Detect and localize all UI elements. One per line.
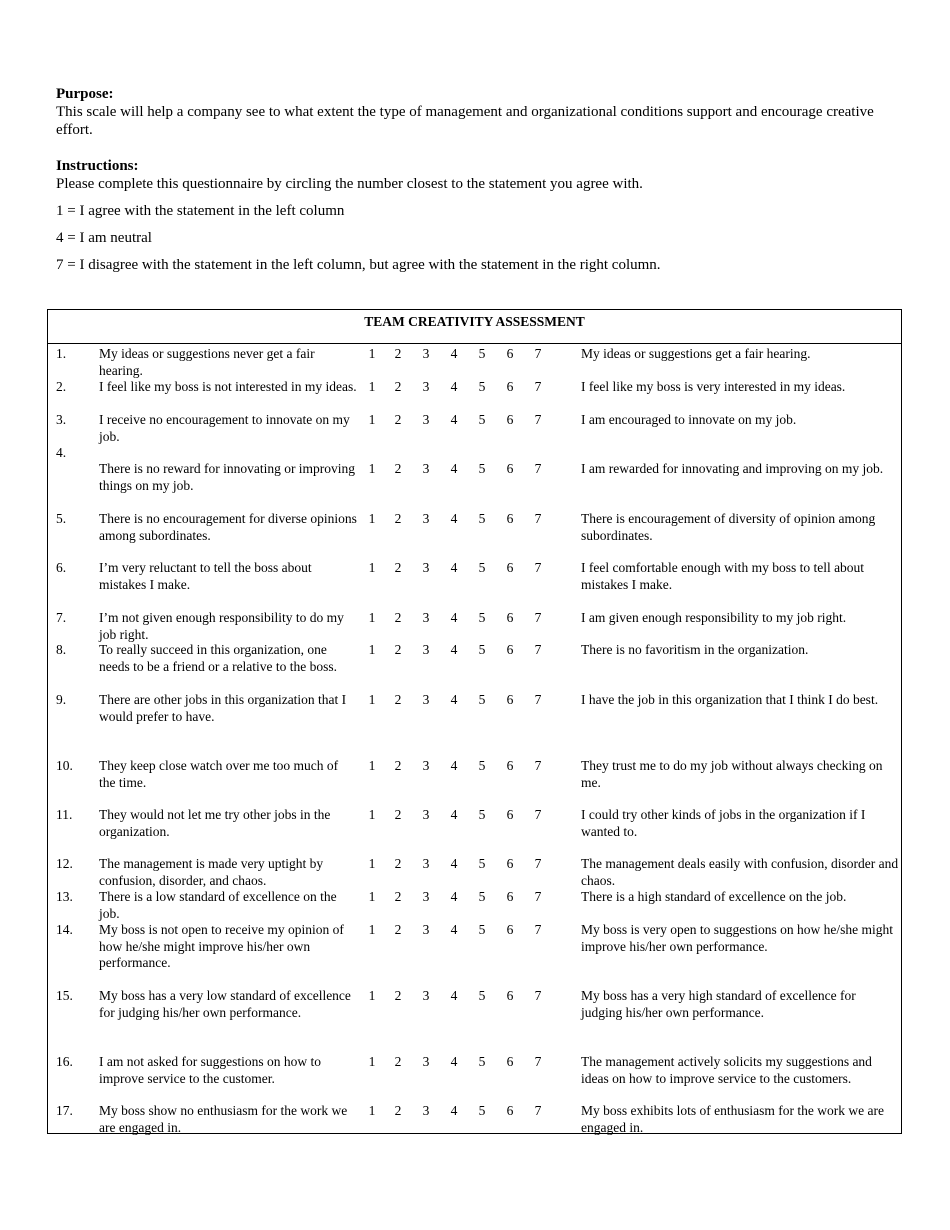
rating-option-7[interactable]: 7 [534,560,542,575]
rating-option-5[interactable]: 5 [478,610,486,625]
rating-option-6[interactable]: 6 [506,560,514,575]
rating-option-1[interactable]: 1 [368,807,376,822]
left-statement: There is a low standard of excellence on the job. [99,889,337,921]
rating-option-3[interactable]: 3 [422,889,430,904]
item-number: 3. [56,412,67,427]
right-statement: There is encouragement of diversity of opinion among subordinates. [581,511,876,543]
item-number: 7. [56,610,67,625]
rating-option-6[interactable]: 6 [506,922,514,937]
right-statement: The management actively solicits my suggestions and ideas on how to improve service to the customers. [581,1054,872,1086]
rating-option-1[interactable]: 1 [368,511,376,526]
rating-option-4[interactable]: 4 [450,610,458,625]
rating-option-1[interactable]: 1 [368,856,376,871]
rating-option-7[interactable]: 7 [534,758,542,773]
item-number: 8. [56,642,67,657]
rating-option-6[interactable]: 6 [506,379,514,394]
rating-option-7[interactable]: 7 [534,889,542,904]
rating-option-7[interactable]: 7 [534,807,542,822]
rating-option-1[interactable]: 1 [368,610,376,625]
left-statement: I feel like my boss is not interested in my ideas. [99,379,357,394]
rating-option-1[interactable]: 1 [368,889,376,904]
rating-option-1[interactable]: 1 [368,1103,376,1118]
rating-option-3[interactable]: 3 [422,412,430,427]
rating-option-1[interactable]: 1 [368,758,376,773]
rating-option-7[interactable]: 7 [534,1054,542,1069]
rating-option-2[interactable]: 2 [394,560,402,575]
rating-option-6[interactable]: 6 [506,642,514,657]
rating-option-5[interactable]: 5 [478,922,486,937]
rating-option-6[interactable]: 6 [506,610,514,625]
rating-option-7[interactable]: 7 [534,692,542,707]
right-statement: They trust me to do my job without always checking on me. [581,758,883,790]
left-statement: The management is made very uptight by confusion, disorder, and chaos. [99,856,324,888]
rating-option-3[interactable]: 3 [422,461,430,476]
rating-option-2[interactable]: 2 [394,610,402,625]
rating-option-2[interactable]: 2 [394,412,402,427]
item-number: 11. [56,807,73,822]
rating-option-6[interactable]: 6 [506,758,514,773]
item-number: 9. [56,692,67,707]
instructions-text: Please complete this questionnaire by circling the number closest to the statement you agree with. [56,176,643,192]
rating-option-6[interactable]: 6 [506,856,514,871]
rating-option-6[interactable]: 6 [506,461,514,476]
rating-option-2[interactable]: 2 [394,642,402,657]
left-statement: My boss is not open to receive my opinion of how he/she might improve his/her own performance. [99,922,344,970]
rating-option-3[interactable]: 3 [422,511,430,526]
rating-option-1[interactable]: 1 [368,922,376,937]
right-statement: I have the job in this organization that I think I do best. [581,692,879,707]
rating-option-7[interactable]: 7 [534,346,542,361]
instructions-heading: Instructions: [56,158,139,174]
left-statement: I’m not given enough responsibility to do my job right. [99,610,344,642]
rating-option-2[interactable]: 2 [394,511,402,526]
left-statement: They keep close watch over me too much of the time. [99,758,339,790]
right-statement: I feel like my boss is very interested in my ideas. [581,379,846,394]
left-statement: There is no reward for innovating or improving things on my job. [99,461,356,493]
right-statement: My boss exhibits lots of enthusiasm for the work we are engaged in. [581,1103,884,1135]
rating-option-4[interactable]: 4 [450,758,458,773]
rating-option-4[interactable]: 4 [450,856,458,871]
rating-option-5[interactable]: 5 [478,511,486,526]
rating-option-5[interactable]: 5 [478,1054,486,1069]
rating-option-7[interactable]: 7 [534,856,542,871]
rating-option-4[interactable]: 4 [450,642,458,657]
rating-option-5[interactable]: 5 [478,461,486,476]
rating-option-3[interactable]: 3 [422,379,430,394]
rating-option-5[interactable]: 5 [478,560,486,575]
left-statement: To really succeed in this organization, one needs to be a friend or a relative to the boss. [99,642,338,674]
rating-option-7[interactable]: 7 [534,461,542,476]
right-statement: There is no favoritism in the organization. [581,642,809,657]
rating-option-3[interactable]: 3 [422,560,430,575]
rating-option-3[interactable]: 3 [422,346,430,361]
right-statement: I feel comfortable enough with my boss to tell about mistakes I make. [581,560,865,592]
right-statement: I am given enough responsibility to my job right. [581,610,847,625]
purpose-text: This scale will help a company see to what extent the type of management and organizational conditions support and encourage creative effort. [56,104,874,138]
rating-option-6[interactable]: 6 [506,346,514,361]
left-statement: My ideas or suggestions never get a fair hearing. [99,346,315,378]
scale-legend-4: 4 = I am neutral [56,230,152,246]
item-number: 12. [56,856,73,871]
rating-option-5[interactable]: 5 [478,346,486,361]
rating-option-6[interactable]: 6 [506,511,514,526]
rating-option-5[interactable]: 5 [478,692,486,707]
item-number: 13. [56,889,73,904]
rating-option-3[interactable]: 3 [422,758,430,773]
rating-option-1[interactable]: 1 [368,560,376,575]
right-statement: I am encouraged to innovate on my job. [581,412,797,427]
left-statement: I’m very reluctant to tell the boss about mistakes I make. [99,560,312,592]
rating-option-5[interactable]: 5 [478,379,486,394]
rating-option-2[interactable]: 2 [394,461,402,476]
rating-option-1[interactable]: 1 [368,988,376,1003]
rating-option-1[interactable]: 1 [368,1054,376,1069]
left-statement: My boss has a very low standard of excellence for judging his/her own performance. [99,988,351,1020]
rating-option-4[interactable]: 4 [450,922,458,937]
rating-option-7[interactable]: 7 [534,988,542,1003]
item-number: 16. [56,1054,73,1069]
rating-option-6[interactable]: 6 [506,1054,514,1069]
rating-option-1[interactable]: 1 [368,642,376,657]
rating-option-2[interactable]: 2 [394,379,402,394]
rating-option-1[interactable]: 1 [368,412,376,427]
rating-option-4[interactable]: 4 [450,461,458,476]
rating-option-5[interactable]: 5 [478,988,486,1003]
rating-option-2[interactable]: 2 [394,1103,402,1118]
rating-option-4[interactable]: 4 [450,511,458,526]
rating-option-4[interactable]: 4 [450,889,458,904]
rating-option-1[interactable]: 1 [368,692,376,707]
rating-option-7[interactable]: 7 [534,1103,542,1118]
left-statement: There are other jobs in this organization that I would prefer to have. [99,692,347,724]
rating-option-4[interactable]: 4 [450,1103,458,1118]
rating-option-6[interactable]: 6 [506,692,514,707]
rating-option-7[interactable]: 7 [534,610,542,625]
right-statement: My boss has a very high standard of excellence for judging his/her own performance. [581,988,856,1020]
right-statement: My boss is very open to suggestions on how he/she might improve his/her own performance. [581,922,893,954]
left-statement: They would not let me try other jobs in the organization. [99,807,331,839]
rating-option-5[interactable]: 5 [478,1103,486,1118]
item-number: 15. [56,988,73,1003]
item-number: 14. [56,922,73,937]
intro-section [56,85,906,274]
rating-option-5[interactable]: 5 [478,889,486,904]
right-statement: There is a high standard of excellence on the job. [581,889,847,904]
item-number: 5. [56,511,67,526]
assessment-table [47,309,902,1134]
rating-option-2[interactable]: 2 [394,346,402,361]
rating-option-2[interactable]: 2 [394,856,402,871]
scale-legend-7: 7 = I disagree with the statement in the left column, but agree with the statement in the right column. [56,257,661,273]
rating-option-2[interactable]: 2 [394,758,402,773]
right-statement: My ideas or suggestions get a fair hearing. [581,346,811,361]
rating-option-7[interactable]: 7 [534,412,542,427]
rating-option-4[interactable]: 4 [450,412,458,427]
table-title: TEAM CREATIVITY ASSESSMENT [48,310,901,344]
scale-legend-1: 1 = I agree with the statement in the left column [56,203,345,219]
rating-option-4[interactable]: 4 [450,807,458,822]
right-statement: I could try other kinds of jobs in the organization if I wanted to. [581,807,866,839]
rating-option-2[interactable]: 2 [394,889,402,904]
rating-option-3[interactable]: 3 [422,988,430,1003]
rating-option-1[interactable]: 1 [368,461,376,476]
rating-option-7[interactable]: 7 [534,642,542,657]
left-statement: My boss show no enthusiasm for the work we are engaged in. [99,1103,348,1135]
rating-option-2[interactable]: 2 [394,988,402,1003]
purpose-heading: Purpose: [56,86,114,102]
rating-option-4[interactable]: 4 [450,692,458,707]
rating-option-5[interactable]: 5 [478,412,486,427]
rating-option-3[interactable]: 3 [422,1103,430,1118]
rating-option-4[interactable]: 4 [450,560,458,575]
rating-option-2[interactable]: 2 [394,807,402,822]
rating-option-3[interactable]: 3 [422,642,430,657]
rating-option-3[interactable]: 3 [422,610,430,625]
rating-option-2[interactable]: 2 [394,692,402,707]
item-number: 6. [56,560,67,575]
rating-option-4[interactable]: 4 [450,346,458,361]
item-number: 1. [56,346,67,361]
rating-option-7[interactable]: 7 [534,511,542,526]
item-number: 4. [56,445,67,460]
item-number: 10. [56,758,73,773]
rating-option-1[interactable]: 1 [368,379,376,394]
left-statement: I receive no encouragement to innovate on my job. [99,412,350,444]
rating-option-6[interactable]: 6 [506,412,514,427]
rating-option-7[interactable]: 7 [534,922,542,937]
rating-option-7[interactable]: 7 [534,379,542,394]
right-statement: I am rewarded for innovating and improving on my job. [581,461,884,476]
rating-option-6[interactable]: 6 [506,807,514,822]
left-statement: There is no encouragement for diverse opinions among subordinates. [99,511,357,543]
rating-option-5[interactable]: 5 [478,807,486,822]
rating-option-6[interactable]: 6 [506,889,514,904]
rating-option-4[interactable]: 4 [450,988,458,1003]
rating-option-5[interactable]: 5 [478,758,486,773]
rating-option-1[interactable]: 1 [368,346,376,361]
rating-option-3[interactable]: 3 [422,807,430,822]
rating-option-3[interactable]: 3 [422,692,430,707]
rating-option-2[interactable]: 2 [394,922,402,937]
rating-option-6[interactable]: 6 [506,988,514,1003]
rating-option-3[interactable]: 3 [422,1054,430,1069]
rating-option-5[interactable]: 5 [478,856,486,871]
left-statement: I am not asked for suggestions on how to improve service to the customer. [99,1054,321,1086]
rating-option-4[interactable]: 4 [450,379,458,394]
rating-option-5[interactable]: 5 [478,642,486,657]
rating-option-2[interactable]: 2 [394,1054,402,1069]
right-statement: The management deals easily with confusion, disorder and chaos. [581,856,899,888]
rating-option-4[interactable]: 4 [450,1054,458,1069]
item-number: 2. [56,379,67,394]
rating-option-3[interactable]: 3 [422,856,430,871]
rating-option-3[interactable]: 3 [422,922,430,937]
rating-option-6[interactable]: 6 [506,1103,514,1118]
item-number: 17. [56,1103,73,1118]
